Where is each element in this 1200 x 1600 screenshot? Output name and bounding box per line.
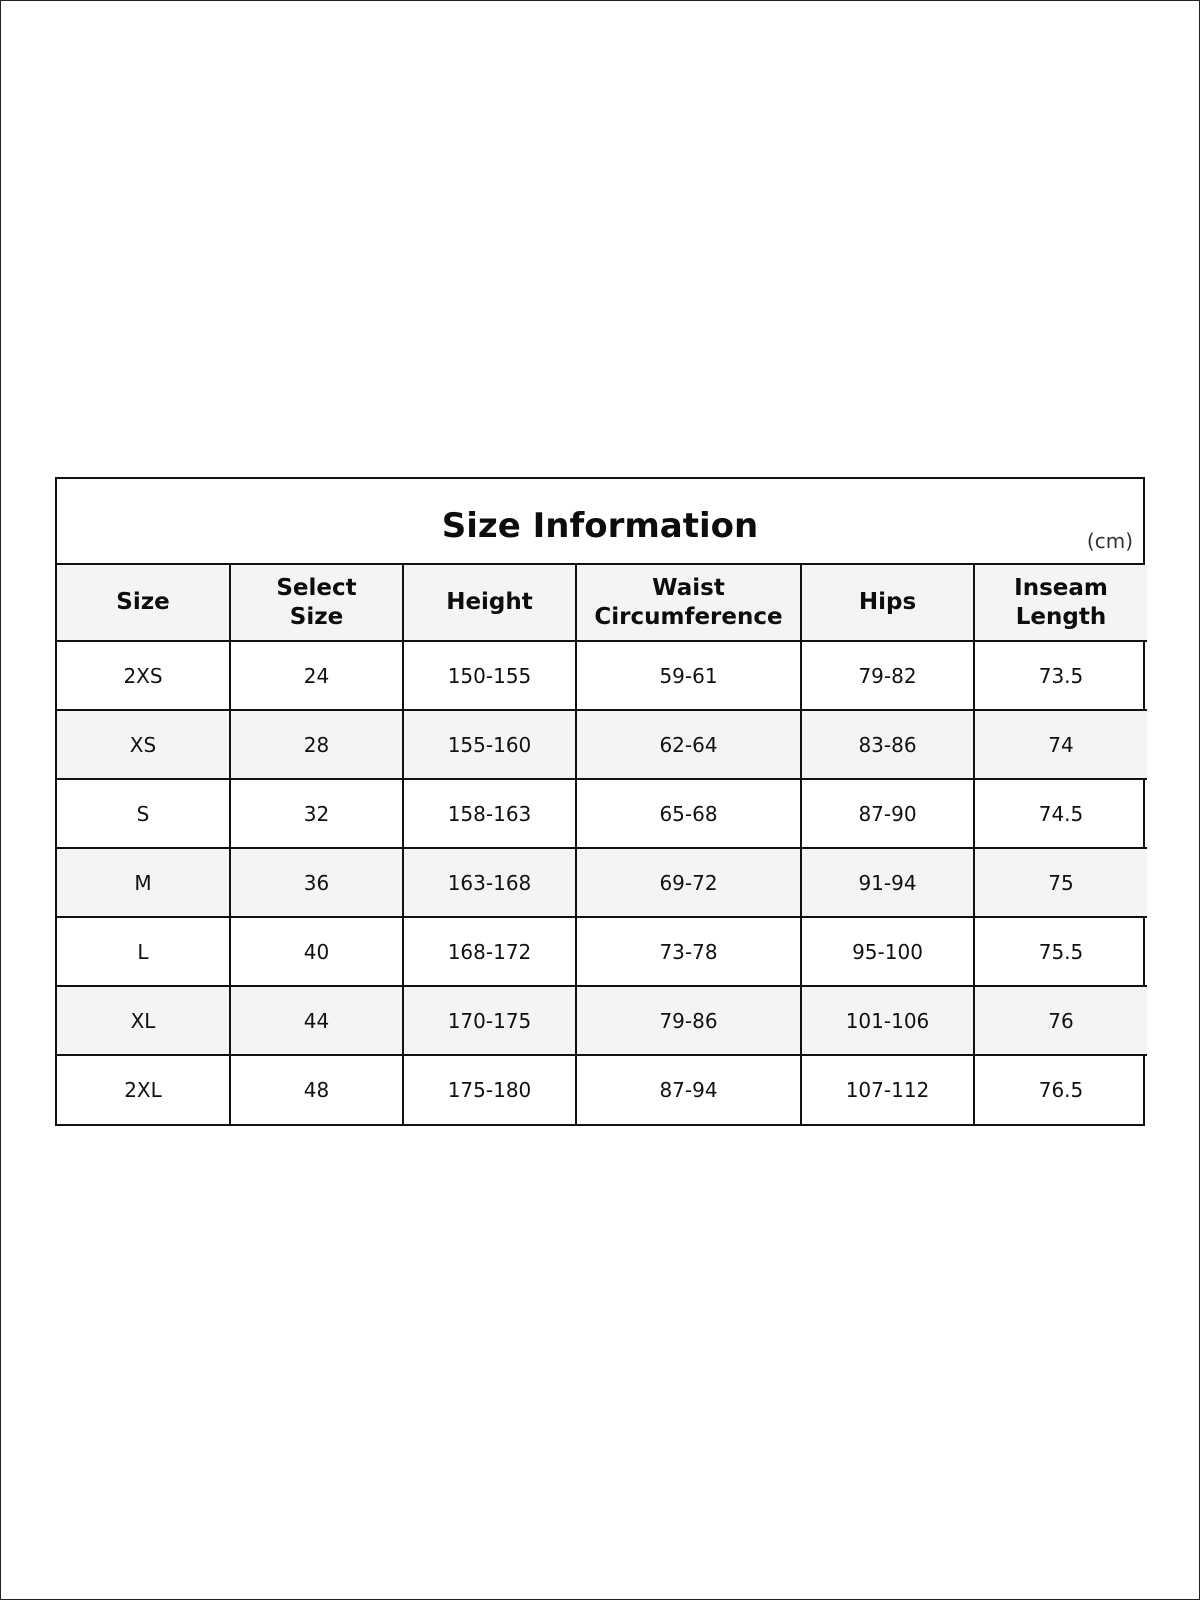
cell-select-size: 40 (230, 917, 403, 986)
cell-hips: 79-82 (801, 641, 974, 710)
cell-size: M (57, 848, 230, 917)
cell-hips: 83-86 (801, 710, 974, 779)
cell-inseam: 74.5 (974, 779, 1147, 848)
table-row (57, 917, 1147, 986)
column-header-select-size: Select Size (230, 565, 403, 641)
cell-hips: 107-112 (801, 1055, 974, 1124)
cell-inseam: 74 (974, 710, 1147, 779)
cell-waist: 62-64 (576, 710, 801, 779)
table-row (57, 710, 1147, 779)
cell-select-size: 32 (230, 779, 403, 848)
cell-waist: 79-86 (576, 986, 801, 1055)
table-header-row (57, 565, 1147, 641)
cell-inseam: 75.5 (974, 917, 1147, 986)
cell-select-size: 24 (230, 641, 403, 710)
cell-height: 155-160 (403, 710, 576, 779)
cell-height: 150-155 (403, 641, 576, 710)
cell-size: S (57, 779, 230, 848)
column-header-height: Height (403, 565, 576, 641)
column-header-hips: Hips (801, 565, 974, 641)
cell-height: 163-168 (403, 848, 576, 917)
cell-height: 175-180 (403, 1055, 576, 1124)
cell-hips: 91-94 (801, 848, 974, 917)
column-header-waist-circumference: Waist Circumference (576, 565, 801, 641)
unit-label: (cm) (1086, 529, 1133, 553)
size-chart-header (57, 479, 1143, 565)
cell-size: XS (57, 710, 230, 779)
cell-height: 168-172 (403, 917, 576, 986)
table-row (57, 848, 1147, 917)
cell-size: 2XS (57, 641, 230, 710)
cell-height: 158-163 (403, 779, 576, 848)
cell-select-size: 28 (230, 710, 403, 779)
table-row (57, 641, 1147, 710)
cell-waist: 59-61 (576, 641, 801, 710)
cell-height: 170-175 (403, 986, 576, 1055)
table-row (57, 986, 1147, 1055)
cell-inseam: 73.5 (974, 641, 1147, 710)
cell-size: XL (57, 986, 230, 1055)
cell-select-size: 36 (230, 848, 403, 917)
cell-waist: 87-94 (576, 1055, 801, 1124)
column-header-size: Size (57, 565, 230, 641)
cell-waist: 73-78 (576, 917, 801, 986)
table-row (57, 779, 1147, 848)
cell-size: L (57, 917, 230, 986)
cell-waist: 65-68 (576, 779, 801, 848)
cell-inseam: 76 (974, 986, 1147, 1055)
table-row (57, 1055, 1147, 1124)
cell-select-size: 48 (230, 1055, 403, 1124)
size-chart-title: Size Information (441, 506, 759, 546)
size-chart (55, 477, 1145, 1126)
cell-hips: 101-106 (801, 986, 974, 1055)
cell-select-size: 44 (230, 986, 403, 1055)
column-header-inseam-length: Inseam Length (974, 565, 1147, 641)
size-table (57, 565, 1147, 1124)
cell-inseam: 75 (974, 848, 1147, 917)
cell-hips: 95-100 (801, 917, 974, 986)
cell-waist: 69-72 (576, 848, 801, 917)
cell-hips: 87-90 (801, 779, 974, 848)
cell-inseam: 76.5 (974, 1055, 1147, 1124)
cell-size: 2XL (124, 1078, 162, 1102)
